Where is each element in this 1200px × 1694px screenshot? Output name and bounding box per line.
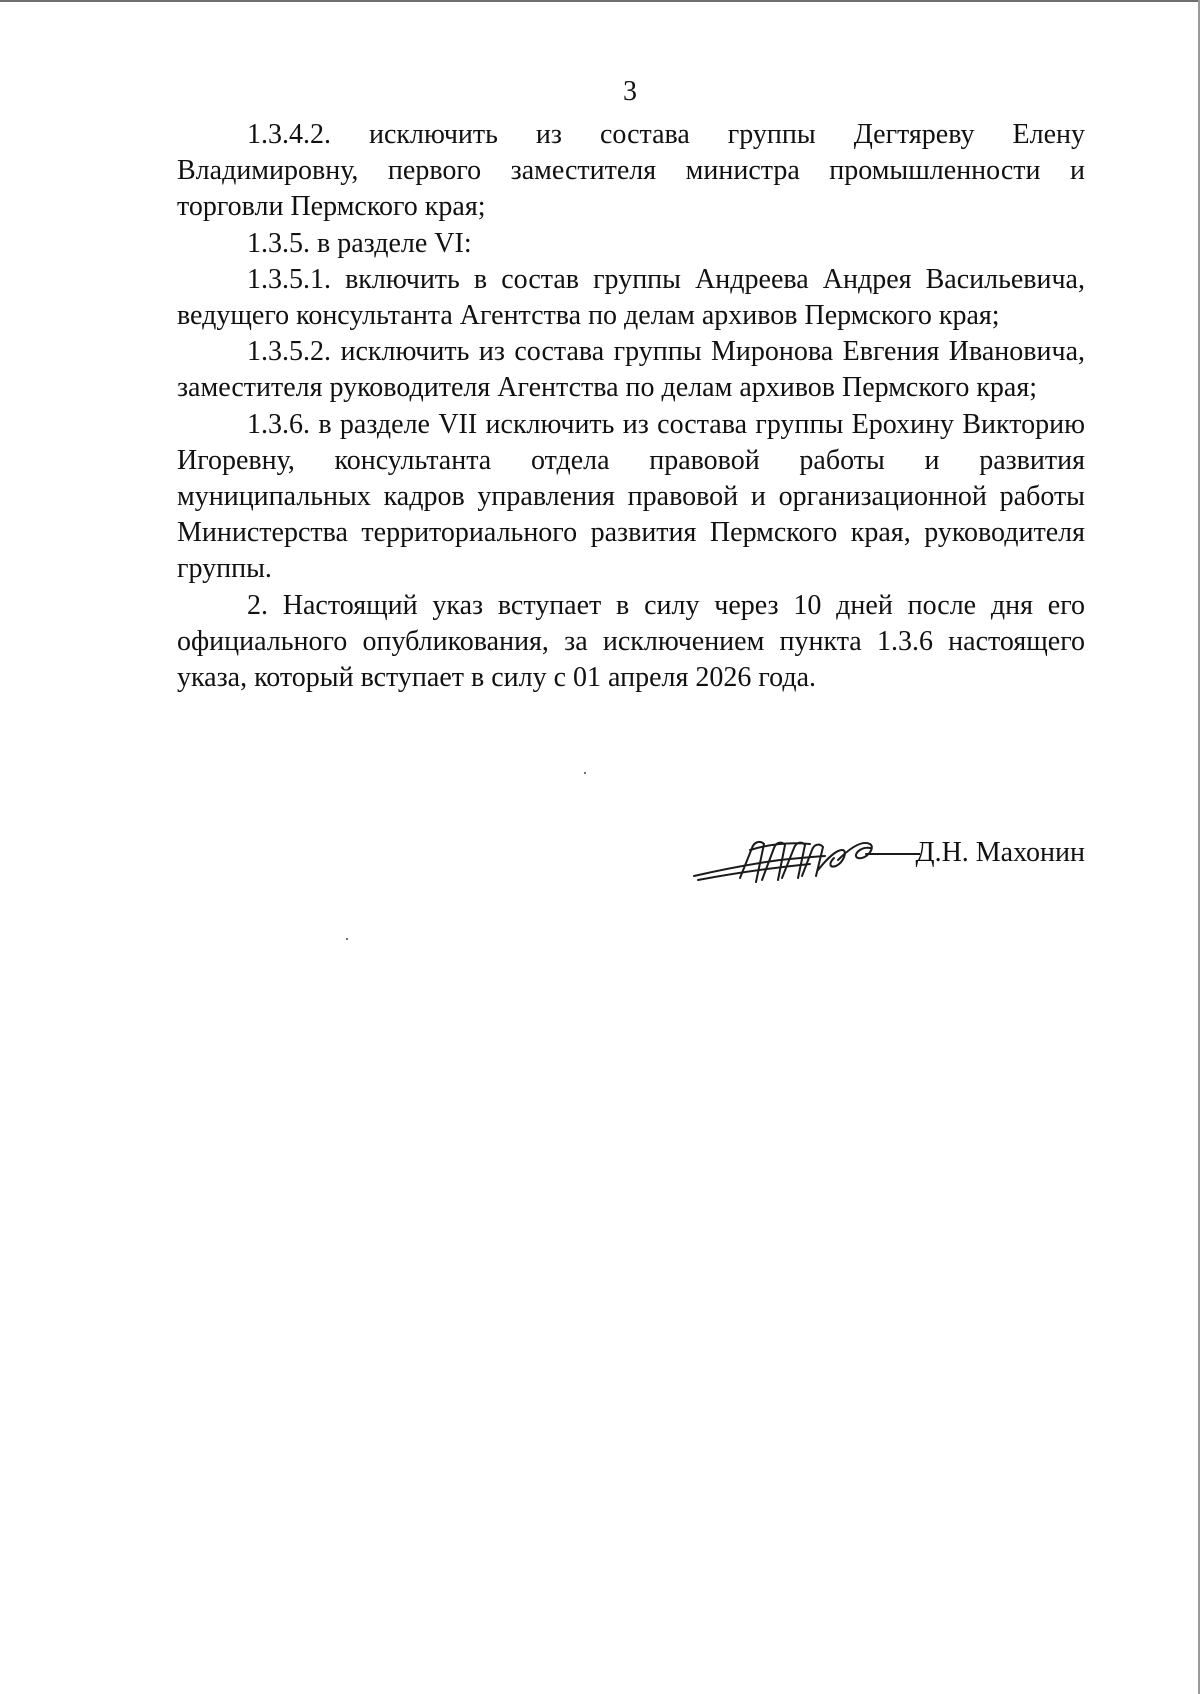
paragraph-2: 2. Настоящий указ вступает в силу через 10 дней после дня его официального опубликования, за исключением пункта 1.3.6 настоящего указа, который вступает в силу с 01 апреля 2026 года. [177, 589, 1085, 694]
paragraph-1-3-5-2: 1.3.5.2. исключить из состава группы Миронова Евгения Ивановича, заместителя руководителя Агентства по делам архивов Пермского края; [177, 336, 1085, 404]
paragraph-1-3-5: 1.3.5. в разделе VI: [247, 227, 472, 259]
scan-speck [346, 938, 348, 940]
handwritten-signature-icon [690, 830, 920, 890]
paragraph-1-3-6: 1.3.6. в разделе VII исключить из состава группы Ерохину Викторию Игоревну, консультанта отдела правовой работы и развития муниципальных кадров управления правовой и организационной работы Министерства территориального развития Пермского края, руководителя группы. [177, 408, 1085, 585]
paragraph-1-3-4-2: 1.3.4.2. исключить из состава группы Дегтяреву Елену Владимировну, первого заместителя министра промышленности и торговли Пермского края; [177, 119, 1085, 223]
document-body [177, 117, 1085, 696]
scan-speck [584, 772, 586, 774]
scan-edge-top [0, 0, 1200, 2]
signer-name: Д.Н. Махонин [915, 837, 1085, 868]
page-number: 3 [623, 76, 637, 107]
paragraph-1-3-5-1: 1.3.5.1. включить в состав группы Андреева Андрея Васильевича, ведущего консультанта Агентства по делам архивов Пермского края; [177, 263, 1085, 332]
signature-block [690, 830, 1090, 890]
